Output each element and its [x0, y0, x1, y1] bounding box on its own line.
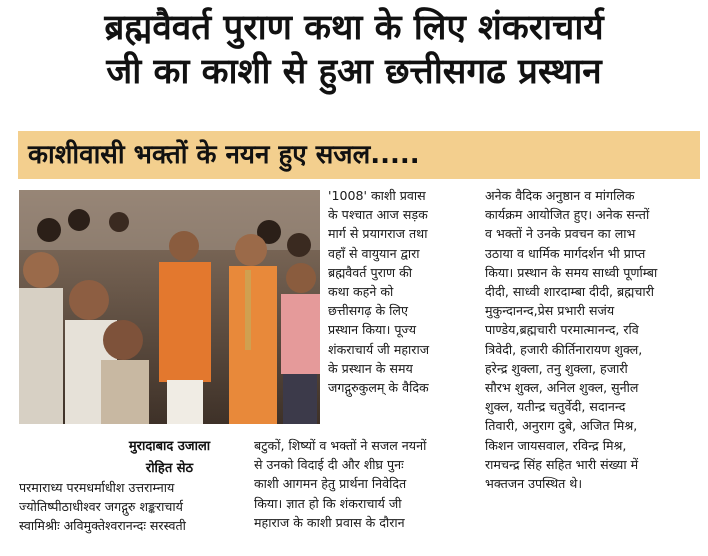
text-line: ब्रह्मवैवर्त पुराण की: [328, 264, 413, 280]
photo-caption-source: मुरादाबाद उजाला: [128, 439, 211, 454]
text-line: मार्ग से प्रयागराज तथा: [328, 226, 428, 242]
text-line: भक्तजन उपस्थित थे।: [485, 476, 583, 492]
subheadline: काशीवासी भक्तों के नयन हुए सजल.....: [28, 140, 420, 170]
text-line: शुक्ल, यतीन्द्र चतुर्वेदी, सदानन्द: [485, 399, 626, 415]
text-line: व भक्तों ने उनके प्रवचन का लाभ: [485, 226, 636, 242]
text-line: छत्तीसगढ़ के लिए: [328, 303, 408, 319]
text-line: '1008' काशी प्रवास: [328, 188, 426, 203]
article-column-2-top: [328, 186, 476, 397]
text-line: मुकुन्दानन्द,प्रेस प्रभारी सजंय: [485, 303, 615, 319]
text-line: दीदी, साध्वी शारदाम्बा दीदी, ब्रह्मचारी: [485, 284, 655, 300]
text-line: परमाराध्य परमधर्माधीश उत्तराम्नाय: [19, 480, 175, 495]
news-photo: [19, 190, 320, 424]
text-line: जगद्गुरुकुलम् के वैदिक: [328, 380, 429, 396]
text-line: किया। प्रस्थान के समय साध्वी पूर्णाम्बा: [485, 264, 658, 280]
text-line: वहाँ से वायुयान द्वारा: [328, 245, 420, 261]
text-line: से उनको विदाई दी और शीघ्र पुनः: [254, 457, 404, 473]
headline-line-1: ब्रह्मवैवर्त पुराण कथा के लिए शंकराचार्य: [104, 8, 604, 48]
text-line: बटुकों, शिष्यों व भक्तों ने सजल नयनों: [254, 438, 427, 453]
subheadline-band: [18, 131, 700, 179]
text-line: प्रस्थान किया। पूज्य: [328, 322, 417, 338]
article-column-2-bottom: [254, 436, 476, 532]
text-line: के प्रस्थान के समय: [328, 360, 413, 376]
news-photo-illustration: [19, 190, 320, 424]
text-line: किशन जायसवाल, रविन्द्र मिश्र,: [485, 437, 627, 453]
text-line: उठाया व धार्मिक मार्गदर्शन भी प्राप्त: [485, 245, 646, 261]
article-column-3: [485, 186, 699, 493]
text-line: के पश्चात आज सड़क: [328, 207, 428, 223]
text-line: ज्योतिष्पीठाधीश्वर जगद्गुरु शङ्कराचार्य: [19, 499, 183, 515]
text-line: किया। ज्ञात हो कि शंकराचार्य जी: [254, 495, 402, 511]
text-line: काशी आगमन हेतु प्रार्थना निवेदित: [254, 476, 407, 492]
photo-caption-author: रोहित सेठ: [145, 461, 194, 476]
text-line: स्वामिश्रीः अविमुक्तेश्वरानन्दः सरस्वती: [19, 518, 186, 534]
text-line: त्रिवेदी, हजारी कीर्तिनारायण शुक्ल,: [485, 341, 643, 357]
text-line: कथा कहने को: [328, 284, 394, 300]
text-line: हरेन्द्र शुक्ला, तनु शुक्ला, हजारी: [485, 360, 628, 376]
text-line: कार्यक्रम आयोजित हुए। अनेक सन्तों: [485, 207, 650, 223]
text-line: तिवारी, अनुराग दुबे, अजित मिश्र,: [485, 418, 638, 434]
headline-line-2: जी का काशी से हुआ छत्तीसगढ प्रस्थान: [106, 52, 602, 92]
text-line: पाण्डेय,ब्रह्मचारी परमात्मानन्द, रवि: [485, 322, 639, 338]
text-line: महाराज के काशी प्रवास के दौरान: [254, 514, 405, 530]
text-line: सौरभ शुक्ल, अनिल शुक्ल, सुनील: [485, 380, 639, 396]
text-line: शंकराचार्य जी महाराज: [328, 341, 430, 357]
text-line: रामचन्द्र सिंह सहित भारी संख्या में: [485, 456, 639, 472]
headline: [0, 6, 708, 94]
text-line: अनेक वैदिक अनुष्ठान व मांगलिक: [485, 188, 635, 203]
